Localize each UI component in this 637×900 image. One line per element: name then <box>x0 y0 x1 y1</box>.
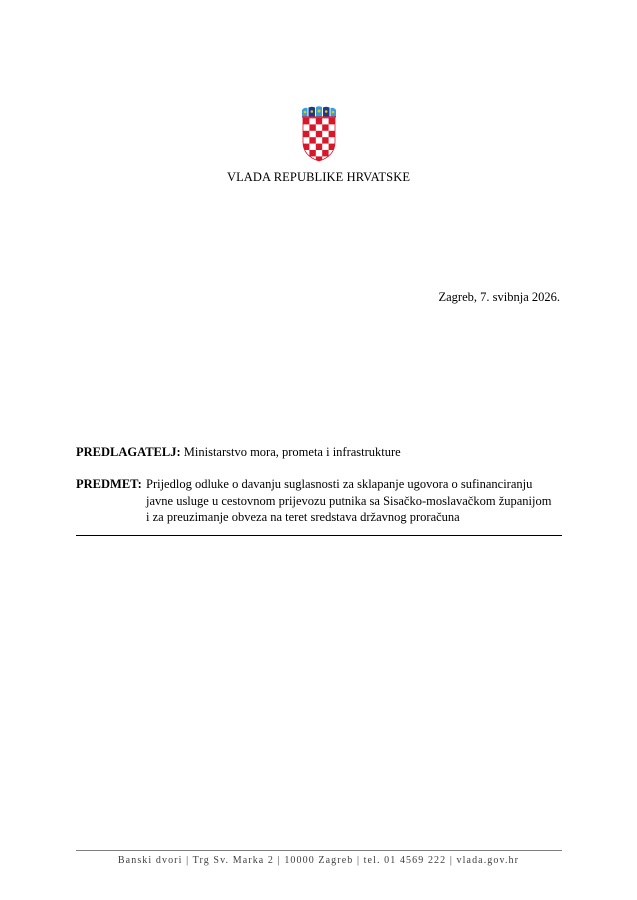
footer-address: Banski dvori | Trg Sv. Marka 2 | 10000 Zagreb | tel. 01 4569 222 | vlada.gov.hr <box>117 855 520 866</box>
footer-separator <box>76 850 562 851</box>
croatian-coat-of-arms-icon <box>299 106 339 162</box>
proposer-line <box>76 445 401 460</box>
subject-line: Prijedlog odluke o davanju suglasnosti za sklapanje ugovora o sufinanciranju <box>146 477 533 491</box>
subject-text <box>146 476 566 526</box>
proposer-label: PREDLAGATELJ: <box>76 445 181 459</box>
subject-block <box>76 476 566 526</box>
government-title: VLADA REPUBLIKE HRVATSKE <box>226 170 411 184</box>
proposer-value: Ministarstvo mora, prometa i infrastrukture <box>183 445 401 459</box>
subject-line: i za preuzimanje obveza na teret sredstava državnog proračuna <box>146 510 460 524</box>
separator-line <box>76 535 562 536</box>
document-date: Zagreb, 7. svibnja 2026. <box>438 290 560 304</box>
subject-label: PREDMET: <box>76 477 142 491</box>
subject-line: javne usluge u cestovnom prijevozu putnika sa Sisačko-moslavačkom županijom <box>146 493 552 508</box>
